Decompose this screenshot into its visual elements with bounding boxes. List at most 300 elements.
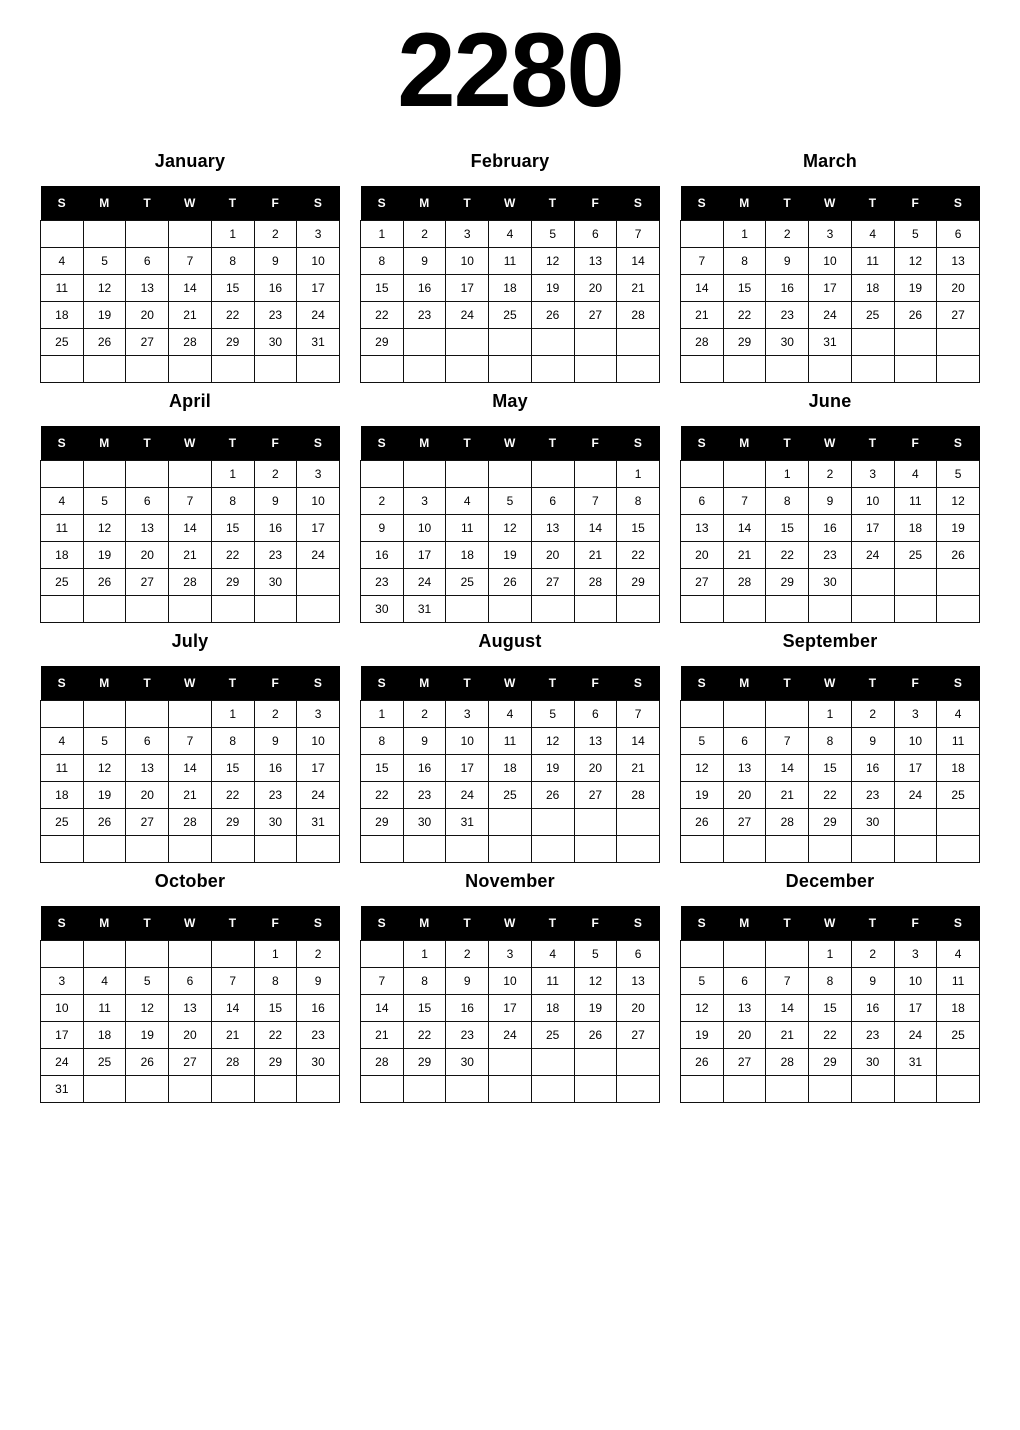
day-cell[interactable]: 13: [681, 515, 724, 542]
day-cell[interactable]: 9: [851, 728, 894, 755]
day-cell[interactable]: 17: [41, 1022, 84, 1049]
day-cell[interactable]: 18: [446, 542, 489, 569]
day-cell[interactable]: 4: [851, 221, 894, 248]
day-cell[interactable]: 18: [41, 542, 84, 569]
day-cell[interactable]: 15: [211, 515, 254, 542]
day-cell[interactable]: 14: [211, 995, 254, 1022]
day-cell[interactable]: 26: [937, 542, 980, 569]
day-cell[interactable]: 23: [254, 302, 297, 329]
day-cell[interactable]: 19: [83, 542, 126, 569]
day-cell[interactable]: 20: [126, 542, 169, 569]
day-cell[interactable]: 3: [851, 461, 894, 488]
day-cell[interactable]: 14: [169, 275, 212, 302]
day-cell[interactable]: 1: [211, 701, 254, 728]
day-cell[interactable]: 16: [766, 275, 809, 302]
day-cell[interactable]: 24: [297, 302, 340, 329]
day-cell[interactable]: 6: [126, 488, 169, 515]
day-cell[interactable]: 21: [361, 1022, 404, 1049]
day-cell[interactable]: 17: [894, 755, 937, 782]
day-cell[interactable]: 5: [531, 221, 574, 248]
day-cell[interactable]: 29: [361, 809, 404, 836]
day-cell[interactable]: 15: [617, 515, 660, 542]
day-cell[interactable]: 12: [894, 248, 937, 275]
day-cell[interactable]: 30: [851, 809, 894, 836]
day-cell[interactable]: 26: [489, 569, 532, 596]
day-cell[interactable]: 19: [126, 1022, 169, 1049]
day-cell[interactable]: 31: [297, 329, 340, 356]
day-cell[interactable]: 16: [809, 515, 852, 542]
day-cell[interactable]: 31: [403, 596, 446, 623]
day-cell[interactable]: 12: [489, 515, 532, 542]
day-cell[interactable]: 30: [297, 1049, 340, 1076]
day-cell[interactable]: 13: [126, 755, 169, 782]
day-cell[interactable]: 22: [723, 302, 766, 329]
day-cell[interactable]: 12: [83, 755, 126, 782]
day-cell[interactable]: 21: [617, 755, 660, 782]
day-cell[interactable]: 15: [361, 275, 404, 302]
day-cell[interactable]: 8: [403, 968, 446, 995]
day-cell[interactable]: 3: [297, 461, 340, 488]
day-cell[interactable]: 5: [531, 701, 574, 728]
day-cell[interactable]: 13: [126, 515, 169, 542]
day-cell[interactable]: 13: [617, 968, 660, 995]
day-cell[interactable]: 28: [766, 809, 809, 836]
day-cell[interactable]: 15: [723, 275, 766, 302]
day-cell[interactable]: 17: [851, 515, 894, 542]
day-cell[interactable]: 15: [809, 995, 852, 1022]
day-cell[interactable]: 18: [894, 515, 937, 542]
day-cell[interactable]: 30: [766, 329, 809, 356]
day-cell[interactable]: 12: [681, 755, 724, 782]
day-cell[interactable]: 18: [531, 995, 574, 1022]
day-cell[interactable]: 22: [361, 302, 404, 329]
day-cell[interactable]: 25: [41, 569, 84, 596]
day-cell[interactable]: 11: [489, 728, 532, 755]
day-cell[interactable]: 25: [937, 782, 980, 809]
day-cell[interactable]: 10: [489, 968, 532, 995]
day-cell[interactable]: 4: [894, 461, 937, 488]
day-cell[interactable]: 2: [809, 461, 852, 488]
day-cell[interactable]: 28: [617, 782, 660, 809]
day-cell[interactable]: 14: [766, 995, 809, 1022]
day-cell[interactable]: 25: [937, 1022, 980, 1049]
day-cell[interactable]: 1: [361, 221, 404, 248]
day-cell[interactable]: 27: [169, 1049, 212, 1076]
day-cell[interactable]: 8: [254, 968, 297, 995]
day-cell[interactable]: 21: [169, 302, 212, 329]
day-cell[interactable]: 20: [574, 755, 617, 782]
day-cell[interactable]: 9: [254, 488, 297, 515]
day-cell[interactable]: 30: [446, 1049, 489, 1076]
day-cell[interactable]: 11: [41, 275, 84, 302]
day-cell[interactable]: 27: [617, 1022, 660, 1049]
day-cell[interactable]: 13: [723, 995, 766, 1022]
day-cell[interactable]: 13: [574, 248, 617, 275]
day-cell[interactable]: 7: [723, 488, 766, 515]
day-cell[interactable]: 31: [297, 809, 340, 836]
day-cell[interactable]: 26: [126, 1049, 169, 1076]
day-cell[interactable]: 16: [361, 542, 404, 569]
day-cell[interactable]: 2: [851, 941, 894, 968]
day-cell[interactable]: 8: [809, 728, 852, 755]
day-cell[interactable]: 18: [83, 1022, 126, 1049]
day-cell[interactable]: 25: [851, 302, 894, 329]
day-cell[interactable]: 24: [297, 782, 340, 809]
day-cell[interactable]: 7: [766, 728, 809, 755]
day-cell[interactable]: 22: [809, 1022, 852, 1049]
day-cell[interactable]: 14: [169, 515, 212, 542]
day-cell[interactable]: 18: [41, 782, 84, 809]
day-cell[interactable]: 4: [489, 221, 532, 248]
day-cell[interactable]: 8: [361, 248, 404, 275]
day-cell[interactable]: 13: [937, 248, 980, 275]
day-cell[interactable]: 6: [617, 941, 660, 968]
day-cell[interactable]: 21: [766, 782, 809, 809]
day-cell[interactable]: 29: [723, 329, 766, 356]
day-cell[interactable]: 21: [169, 782, 212, 809]
day-cell[interactable]: 6: [937, 221, 980, 248]
day-cell[interactable]: 2: [851, 701, 894, 728]
day-cell[interactable]: 19: [681, 1022, 724, 1049]
day-cell[interactable]: 3: [446, 221, 489, 248]
day-cell[interactable]: 29: [809, 1049, 852, 1076]
day-cell[interactable]: 17: [894, 995, 937, 1022]
day-cell[interactable]: 24: [851, 542, 894, 569]
day-cell[interactable]: 6: [723, 728, 766, 755]
day-cell[interactable]: 7: [617, 701, 660, 728]
day-cell[interactable]: 31: [809, 329, 852, 356]
day-cell[interactable]: 16: [403, 275, 446, 302]
day-cell[interactable]: 29: [403, 1049, 446, 1076]
day-cell[interactable]: 31: [41, 1076, 84, 1103]
day-cell[interactable]: 6: [681, 488, 724, 515]
day-cell[interactable]: 20: [126, 782, 169, 809]
day-cell[interactable]: 30: [361, 596, 404, 623]
day-cell[interactable]: 11: [489, 248, 532, 275]
day-cell[interactable]: 9: [403, 248, 446, 275]
day-cell[interactable]: 16: [254, 755, 297, 782]
day-cell[interactable]: 3: [894, 701, 937, 728]
day-cell[interactable]: 29: [211, 569, 254, 596]
day-cell[interactable]: 8: [723, 248, 766, 275]
day-cell[interactable]: 26: [681, 809, 724, 836]
day-cell[interactable]: 27: [681, 569, 724, 596]
day-cell[interactable]: 10: [894, 728, 937, 755]
day-cell[interactable]: 28: [723, 569, 766, 596]
day-cell[interactable]: 21: [617, 275, 660, 302]
day-cell[interactable]: 3: [297, 701, 340, 728]
day-cell[interactable]: 29: [211, 329, 254, 356]
day-cell[interactable]: 15: [361, 755, 404, 782]
day-cell[interactable]: 1: [723, 221, 766, 248]
day-cell[interactable]: 19: [83, 782, 126, 809]
day-cell[interactable]: 1: [809, 941, 852, 968]
day-cell[interactable]: 20: [723, 1022, 766, 1049]
day-cell[interactable]: 6: [169, 968, 212, 995]
day-cell[interactable]: 20: [574, 275, 617, 302]
day-cell[interactable]: 30: [403, 809, 446, 836]
day-cell[interactable]: 1: [766, 461, 809, 488]
day-cell[interactable]: 7: [766, 968, 809, 995]
day-cell[interactable]: 8: [361, 728, 404, 755]
day-cell[interactable]: 16: [297, 995, 340, 1022]
day-cell[interactable]: 4: [937, 941, 980, 968]
day-cell[interactable]: 15: [809, 755, 852, 782]
day-cell[interactable]: 6: [126, 728, 169, 755]
day-cell[interactable]: 4: [41, 488, 84, 515]
day-cell[interactable]: 23: [766, 302, 809, 329]
day-cell[interactable]: 14: [361, 995, 404, 1022]
day-cell[interactable]: 18: [937, 995, 980, 1022]
day-cell[interactable]: 3: [894, 941, 937, 968]
day-cell[interactable]: 25: [446, 569, 489, 596]
day-cell[interactable]: 1: [403, 941, 446, 968]
day-cell[interactable]: 1: [211, 221, 254, 248]
day-cell[interactable]: 29: [211, 809, 254, 836]
day-cell[interactable]: 9: [766, 248, 809, 275]
day-cell[interactable]: 24: [489, 1022, 532, 1049]
day-cell[interactable]: 11: [83, 995, 126, 1022]
day-cell[interactable]: 25: [489, 302, 532, 329]
day-cell[interactable]: 7: [574, 488, 617, 515]
day-cell[interactable]: 23: [403, 782, 446, 809]
day-cell[interactable]: 3: [489, 941, 532, 968]
day-cell[interactable]: 24: [297, 542, 340, 569]
day-cell[interactable]: 1: [617, 461, 660, 488]
day-cell[interactable]: 11: [41, 515, 84, 542]
day-cell[interactable]: 13: [126, 275, 169, 302]
day-cell[interactable]: 2: [254, 221, 297, 248]
day-cell[interactable]: 7: [169, 488, 212, 515]
day-cell[interactable]: 4: [489, 701, 532, 728]
day-cell[interactable]: 28: [211, 1049, 254, 1076]
day-cell[interactable]: 11: [937, 968, 980, 995]
day-cell[interactable]: 5: [126, 968, 169, 995]
day-cell[interactable]: 23: [446, 1022, 489, 1049]
day-cell[interactable]: 21: [169, 542, 212, 569]
day-cell[interactable]: 30: [254, 809, 297, 836]
day-cell[interactable]: 28: [681, 329, 724, 356]
day-cell[interactable]: 16: [851, 995, 894, 1022]
day-cell[interactable]: 17: [446, 755, 489, 782]
day-cell[interactable]: 16: [254, 275, 297, 302]
day-cell[interactable]: 11: [894, 488, 937, 515]
day-cell[interactable]: 26: [83, 329, 126, 356]
day-cell[interactable]: 5: [489, 488, 532, 515]
day-cell[interactable]: 30: [851, 1049, 894, 1076]
day-cell[interactable]: 7: [169, 248, 212, 275]
day-cell[interactable]: 22: [211, 782, 254, 809]
day-cell[interactable]: 24: [446, 302, 489, 329]
day-cell[interactable]: 3: [297, 221, 340, 248]
day-cell[interactable]: 19: [681, 782, 724, 809]
day-cell[interactable]: 4: [531, 941, 574, 968]
day-cell[interactable]: 1: [809, 701, 852, 728]
day-cell[interactable]: 17: [403, 542, 446, 569]
day-cell[interactable]: 23: [254, 782, 297, 809]
day-cell[interactable]: 19: [894, 275, 937, 302]
day-cell[interactable]: 11: [531, 968, 574, 995]
day-cell[interactable]: 6: [723, 968, 766, 995]
day-cell[interactable]: 12: [574, 968, 617, 995]
day-cell[interactable]: 14: [766, 755, 809, 782]
day-cell[interactable]: 22: [254, 1022, 297, 1049]
day-cell[interactable]: 3: [809, 221, 852, 248]
day-cell[interactable]: 24: [41, 1049, 84, 1076]
day-cell[interactable]: 23: [809, 542, 852, 569]
day-cell[interactable]: 20: [681, 542, 724, 569]
day-cell[interactable]: 10: [894, 968, 937, 995]
day-cell[interactable]: 22: [211, 302, 254, 329]
day-cell[interactable]: 24: [809, 302, 852, 329]
day-cell[interactable]: 2: [766, 221, 809, 248]
day-cell[interactable]: 5: [83, 728, 126, 755]
day-cell[interactable]: 23: [851, 782, 894, 809]
day-cell[interactable]: 2: [361, 488, 404, 515]
day-cell[interactable]: 9: [446, 968, 489, 995]
day-cell[interactable]: 16: [403, 755, 446, 782]
day-cell[interactable]: 18: [937, 755, 980, 782]
day-cell[interactable]: 28: [169, 809, 212, 836]
day-cell[interactable]: 5: [574, 941, 617, 968]
day-cell[interactable]: 10: [446, 728, 489, 755]
day-cell[interactable]: 27: [126, 569, 169, 596]
day-cell[interactable]: 4: [41, 248, 84, 275]
day-cell[interactable]: 23: [297, 1022, 340, 1049]
day-cell[interactable]: 29: [617, 569, 660, 596]
day-cell[interactable]: 25: [41, 809, 84, 836]
day-cell[interactable]: 13: [531, 515, 574, 542]
day-cell[interactable]: 3: [403, 488, 446, 515]
day-cell[interactable]: 1: [211, 461, 254, 488]
day-cell[interactable]: 17: [489, 995, 532, 1022]
day-cell[interactable]: 25: [489, 782, 532, 809]
day-cell[interactable]: 8: [617, 488, 660, 515]
day-cell[interactable]: 12: [83, 275, 126, 302]
day-cell[interactable]: 12: [681, 995, 724, 1022]
day-cell[interactable]: 10: [403, 515, 446, 542]
day-cell[interactable]: 5: [83, 488, 126, 515]
day-cell[interactable]: 26: [83, 569, 126, 596]
day-cell[interactable]: 20: [937, 275, 980, 302]
day-cell[interactable]: 14: [574, 515, 617, 542]
day-cell[interactable]: 17: [297, 515, 340, 542]
day-cell[interactable]: 19: [83, 302, 126, 329]
day-cell[interactable]: 18: [489, 755, 532, 782]
day-cell[interactable]: 10: [809, 248, 852, 275]
day-cell[interactable]: 25: [894, 542, 937, 569]
day-cell[interactable]: 28: [617, 302, 660, 329]
day-cell[interactable]: 18: [851, 275, 894, 302]
day-cell[interactable]: 9: [809, 488, 852, 515]
day-cell[interactable]: 12: [126, 995, 169, 1022]
day-cell[interactable]: 15: [211, 755, 254, 782]
day-cell[interactable]: 13: [723, 755, 766, 782]
day-cell[interactable]: 8: [211, 728, 254, 755]
day-cell[interactable]: 29: [254, 1049, 297, 1076]
day-cell[interactable]: 25: [41, 329, 84, 356]
day-cell[interactable]: 27: [723, 809, 766, 836]
day-cell[interactable]: 11: [41, 755, 84, 782]
day-cell[interactable]: 19: [937, 515, 980, 542]
day-cell[interactable]: 11: [446, 515, 489, 542]
day-cell[interactable]: 9: [254, 248, 297, 275]
day-cell[interactable]: 26: [681, 1049, 724, 1076]
day-cell[interactable]: 29: [809, 809, 852, 836]
day-cell[interactable]: 23: [851, 1022, 894, 1049]
day-cell[interactable]: 9: [851, 968, 894, 995]
day-cell[interactable]: 12: [531, 248, 574, 275]
day-cell[interactable]: 14: [723, 515, 766, 542]
day-cell[interactable]: 27: [937, 302, 980, 329]
day-cell[interactable]: 5: [894, 221, 937, 248]
day-cell[interactable]: 27: [126, 329, 169, 356]
day-cell[interactable]: 2: [403, 221, 446, 248]
day-cell[interactable]: 30: [809, 569, 852, 596]
day-cell[interactable]: 14: [617, 248, 660, 275]
day-cell[interactable]: 20: [169, 1022, 212, 1049]
day-cell[interactable]: 22: [211, 542, 254, 569]
day-cell[interactable]: 22: [766, 542, 809, 569]
day-cell[interactable]: 20: [531, 542, 574, 569]
day-cell[interactable]: 24: [894, 1022, 937, 1049]
day-cell[interactable]: 28: [169, 329, 212, 356]
day-cell[interactable]: 18: [41, 302, 84, 329]
day-cell[interactable]: 8: [766, 488, 809, 515]
day-cell[interactable]: 7: [361, 968, 404, 995]
day-cell[interactable]: 10: [41, 995, 84, 1022]
day-cell[interactable]: 31: [446, 809, 489, 836]
day-cell[interactable]: 30: [254, 569, 297, 596]
day-cell[interactable]: 21: [723, 542, 766, 569]
day-cell[interactable]: 6: [574, 221, 617, 248]
day-cell[interactable]: 26: [894, 302, 937, 329]
day-cell[interactable]: 1: [254, 941, 297, 968]
day-cell[interactable]: 22: [617, 542, 660, 569]
day-cell[interactable]: 2: [297, 941, 340, 968]
day-cell[interactable]: 17: [809, 275, 852, 302]
day-cell[interactable]: 9: [403, 728, 446, 755]
day-cell[interactable]: 25: [83, 1049, 126, 1076]
day-cell[interactable]: 21: [681, 302, 724, 329]
day-cell[interactable]: 20: [617, 995, 660, 1022]
day-cell[interactable]: 6: [531, 488, 574, 515]
day-cell[interactable]: 23: [361, 569, 404, 596]
day-cell[interactable]: 27: [574, 782, 617, 809]
day-cell[interactable]: 15: [254, 995, 297, 1022]
day-cell[interactable]: 12: [937, 488, 980, 515]
day-cell[interactable]: 29: [766, 569, 809, 596]
day-cell[interactable]: 22: [809, 782, 852, 809]
day-cell[interactable]: 27: [126, 809, 169, 836]
day-cell[interactable]: 26: [574, 1022, 617, 1049]
day-cell[interactable]: 10: [297, 248, 340, 275]
day-cell[interactable]: 11: [851, 248, 894, 275]
day-cell[interactable]: 8: [211, 488, 254, 515]
day-cell[interactable]: 28: [766, 1049, 809, 1076]
day-cell[interactable]: 16: [254, 515, 297, 542]
day-cell[interactable]: 2: [254, 701, 297, 728]
day-cell[interactable]: 14: [681, 275, 724, 302]
day-cell[interactable]: 13: [574, 728, 617, 755]
day-cell[interactable]: 22: [361, 782, 404, 809]
day-cell[interactable]: 10: [446, 248, 489, 275]
day-cell[interactable]: 17: [297, 275, 340, 302]
day-cell[interactable]: 7: [211, 968, 254, 995]
day-cell[interactable]: 22: [403, 1022, 446, 1049]
day-cell[interactable]: 27: [723, 1049, 766, 1076]
day-cell[interactable]: 4: [41, 728, 84, 755]
